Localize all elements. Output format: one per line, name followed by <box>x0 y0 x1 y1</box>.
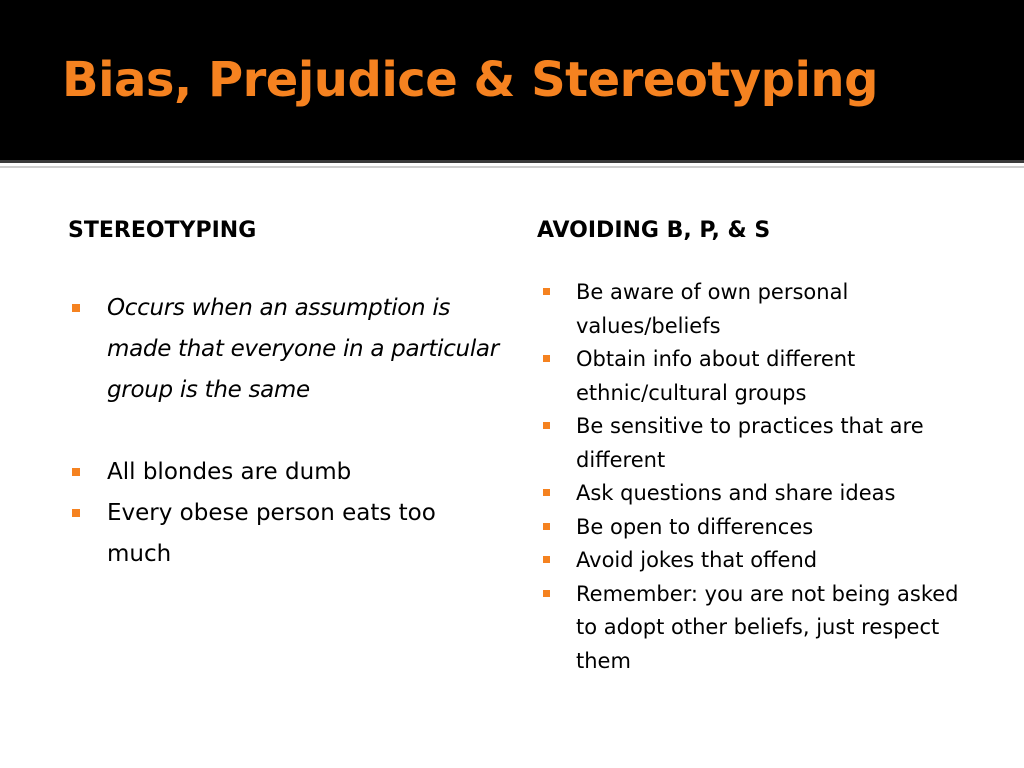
right-bullet-list <box>543 276 983 678</box>
list-item-text: Obtain info about different ethnic/cultural groups <box>576 347 856 405</box>
bullet-square-icon <box>72 509 80 517</box>
list-item <box>72 493 502 575</box>
list-item <box>543 477 983 511</box>
left-bullet-list <box>72 288 502 575</box>
left-column-heading: STEREOTYPING <box>68 218 257 243</box>
list-item-text: Avoid jokes that offend <box>576 548 818 572</box>
list-item-text: Be sensitive to practices that are different <box>576 414 924 472</box>
bullet-square-icon <box>543 523 550 530</box>
bullet-square-icon <box>543 590 550 597</box>
title-bar <box>0 0 1024 160</box>
bullet-square-icon <box>72 304 80 312</box>
list-item <box>543 511 983 545</box>
list-item-text: Be open to differences <box>576 514 814 539</box>
list-item-text: Occurs when an assumption is made that everyone in a particular group is the same <box>107 295 499 403</box>
bullet-square-icon <box>543 355 550 362</box>
bullet-square-icon <box>543 556 550 563</box>
slide-title: Bias, Prejudice & Stereotyping <box>62 52 878 108</box>
bullet-square-icon <box>543 489 550 496</box>
list-item-text: Every obese person eats too much <box>107 500 436 567</box>
bullet-square-icon <box>543 422 550 429</box>
list-item-text: Be aware of own personal values/beliefs <box>576 280 849 338</box>
list-item <box>543 410 983 477</box>
bullet-square-icon <box>543 288 550 295</box>
list-item <box>72 452 502 493</box>
list-item-text: Ask questions and share ideas <box>576 481 896 505</box>
list-item <box>543 343 983 410</box>
bullet-square-icon <box>72 468 80 476</box>
list-item <box>72 288 502 411</box>
title-divider-light <box>0 166 1024 168</box>
list-item <box>543 578 983 679</box>
title-divider <box>0 160 1024 163</box>
right-column-heading: AVOIDING B, P, & S <box>537 218 771 243</box>
list-item <box>543 544 983 578</box>
list-item <box>543 276 983 343</box>
list-item-text: Remember: you are not being asked to adopt other beliefs, just respect them <box>576 581 959 673</box>
list-item-text: All blondes are dumb <box>107 459 352 485</box>
